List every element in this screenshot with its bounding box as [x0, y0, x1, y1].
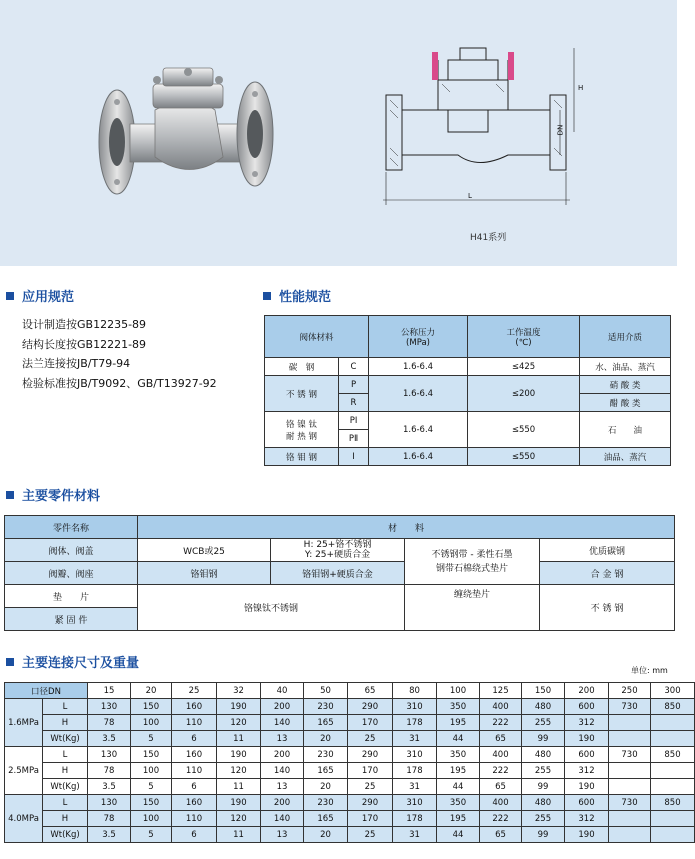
table-row: [5, 731, 695, 747]
dn-cell: 300: [651, 683, 695, 699]
list-item: 设计制造按GB12235-89: [22, 318, 147, 331]
square-bullet-icon: [6, 658, 14, 666]
value-cell: 195: [437, 763, 480, 779]
value-cell: 400: [480, 699, 522, 715]
section-title-application: 应用规范: [6, 286, 74, 305]
value-cell: 99: [522, 779, 565, 795]
value-cell: 110: [172, 715, 217, 731]
value-cell: 99: [522, 731, 565, 747]
square-bullet-icon: [6, 292, 14, 300]
drawing-label-h: H: [578, 84, 584, 92]
dn-cell: 200: [565, 683, 609, 699]
value-cell: 200: [261, 795, 304, 811]
value-cell: 200: [261, 747, 304, 763]
value-cell: 850: [651, 699, 695, 715]
value-cell: 400: [480, 795, 522, 811]
table-row: 铬 钼 钢 I 1.6-6.4 ≤550 油品、蒸汽: [265, 448, 671, 466]
value-cell: 480: [522, 699, 565, 715]
value-cell: 350: [437, 747, 480, 763]
table-row: [5, 763, 695, 779]
value-cell: 99: [522, 827, 565, 843]
dn-cell: 80: [393, 683, 437, 699]
value-cell: 310: [393, 699, 437, 715]
value-cell: [651, 811, 695, 827]
value-cell: 600: [565, 699, 609, 715]
table-row: [5, 747, 695, 763]
row-label: H: [43, 715, 88, 731]
dn-cell: 65: [348, 683, 393, 699]
drawing-label-l: L: [468, 192, 472, 200]
value-cell: 730: [609, 699, 651, 715]
section-title-performance: 性能规范: [263, 286, 331, 305]
value-cell: 165: [304, 763, 348, 779]
value-cell: 44: [437, 827, 480, 843]
pressure-cell: 4.0MPa: [5, 795, 43, 843]
value-cell: 20: [304, 779, 348, 795]
value-cell: 350: [437, 699, 480, 715]
table-row: 零件名称 材 料: [5, 516, 675, 539]
table-row: [5, 699, 695, 715]
section-title-dimensions: 主要连接尺寸及重量: [6, 652, 139, 671]
table-row: 阀体、阀盖 WCB或25 H: 25+铬不锈钢 Y: 25+硬质合金 不锈钢带 - 柔性石墨 钢带石棉绕式垫片 优质碳钢: [5, 539, 675, 562]
value-cell: 290: [348, 747, 393, 763]
table-row: [5, 827, 695, 843]
value-cell: 120: [217, 715, 261, 731]
value-cell: [651, 763, 695, 779]
value-cell: [651, 715, 695, 731]
value-cell: 65: [480, 731, 522, 747]
value-cell: 150: [131, 747, 172, 763]
value-cell: 5: [131, 731, 172, 747]
value-cell: 20: [304, 827, 348, 843]
value-cell: 400: [480, 747, 522, 763]
value-cell: [609, 715, 651, 731]
list-item: 检验标准按JB/T9092、GB/T13927-92: [22, 376, 217, 390]
value-cell: 730: [609, 747, 651, 763]
pressure-cell: 1.6MPa: [5, 699, 43, 747]
value-cell: 600: [565, 747, 609, 763]
row-label: Wt(Kg): [43, 779, 88, 795]
table-row: 不 锈 钢 P 1.6-6.4 ≤200 硝 酸 类: [265, 376, 671, 394]
value-cell: 730: [609, 795, 651, 811]
value-cell: 170: [348, 715, 393, 731]
value-cell: 160: [172, 795, 217, 811]
value-cell: 130: [88, 699, 131, 715]
table-row: [5, 811, 695, 827]
value-cell: 5: [131, 779, 172, 795]
value-cell: 13: [261, 779, 304, 795]
header-temp: 工作温度 (℃): [468, 316, 580, 358]
value-cell: 230: [304, 699, 348, 715]
value-cell: 160: [172, 747, 217, 763]
table-row: [5, 683, 695, 699]
value-cell: 6: [172, 827, 217, 843]
table-row: [5, 795, 695, 811]
value-cell: 290: [348, 795, 393, 811]
value-cell: 6: [172, 779, 217, 795]
value-cell: 222: [480, 715, 522, 731]
parts-material-table: [4, 515, 675, 631]
table-row: 碳 钢 C 1.6-6.4 ≤425 水、油品、蒸汽: [265, 358, 671, 376]
value-cell: 160: [172, 699, 217, 715]
valve-photo: [95, 62, 285, 202]
value-cell: 120: [217, 763, 261, 779]
value-cell: 178: [393, 811, 437, 827]
value-cell: [609, 779, 651, 795]
table-row: [265, 316, 671, 358]
value-cell: 110: [172, 811, 217, 827]
value-cell: 3.5: [88, 779, 131, 795]
value-cell: 78: [88, 715, 131, 731]
row-label: L: [43, 747, 88, 763]
value-cell: 255: [522, 715, 565, 731]
value-cell: 312: [565, 763, 609, 779]
value-cell: 3.5: [88, 731, 131, 747]
value-cell: 100: [131, 811, 172, 827]
drawing-label-dn: DN: [556, 124, 565, 136]
value-cell: 600: [565, 795, 609, 811]
value-cell: 11: [217, 827, 261, 843]
value-cell: 31: [393, 779, 437, 795]
value-cell: 100: [131, 715, 172, 731]
dn-cell: 20: [131, 683, 172, 699]
row-label: L: [43, 795, 88, 811]
value-cell: 255: [522, 763, 565, 779]
value-cell: [651, 731, 695, 747]
row-label: H: [43, 811, 88, 827]
value-cell: 480: [522, 747, 565, 763]
value-cell: 25: [348, 827, 393, 843]
value-cell: 5: [131, 827, 172, 843]
value-cell: 11: [217, 731, 261, 747]
value-cell: 130: [88, 747, 131, 763]
dn-cell: 125: [480, 683, 522, 699]
value-cell: 130: [88, 795, 131, 811]
dn-cell: 50: [304, 683, 348, 699]
header-pressure: 公称压力 (MPa): [369, 316, 468, 358]
value-cell: 3.5: [88, 827, 131, 843]
dn-cell: 15: [88, 683, 131, 699]
value-cell: 78: [88, 763, 131, 779]
table-row: [5, 779, 695, 795]
value-cell: [651, 779, 695, 795]
value-cell: 25: [348, 779, 393, 795]
value-cell: 31: [393, 827, 437, 843]
value-cell: 230: [304, 795, 348, 811]
value-cell: 100: [131, 763, 172, 779]
value-cell: 150: [131, 699, 172, 715]
table-row: 紧 固 件: [5, 608, 675, 631]
value-cell: 850: [651, 795, 695, 811]
value-cell: [609, 811, 651, 827]
value-cell: [651, 827, 695, 843]
value-cell: 170: [348, 811, 393, 827]
value-cell: 13: [261, 827, 304, 843]
value-cell: 13: [261, 731, 304, 747]
value-cell: [609, 827, 651, 843]
value-cell: 230: [304, 747, 348, 763]
value-cell: [609, 731, 651, 747]
value-cell: 195: [437, 811, 480, 827]
unit-note: 单位: mm: [631, 666, 668, 675]
square-bullet-icon: [6, 491, 14, 499]
pressure-cell: 2.5MPa: [5, 747, 43, 795]
application-spec-list: [22, 315, 217, 393]
value-cell: 44: [437, 779, 480, 795]
value-cell: 140: [261, 715, 304, 731]
value-cell: 170: [348, 763, 393, 779]
value-cell: 255: [522, 811, 565, 827]
value-cell: 190: [565, 827, 609, 843]
table-row: 阀瓣、阀座 铬钼钢 铬钼钢+硬质合金 合 金 钢: [5, 562, 675, 585]
value-cell: 178: [393, 715, 437, 731]
value-cell: 11: [217, 779, 261, 795]
value-cell: 165: [304, 715, 348, 731]
value-cell: [609, 763, 651, 779]
value-cell: 120: [217, 811, 261, 827]
value-cell: 25: [348, 731, 393, 747]
value-cell: 110: [172, 763, 217, 779]
dn-cell: 150: [522, 683, 565, 699]
row-label: L: [43, 699, 88, 715]
value-cell: 190: [565, 731, 609, 747]
performance-table: [264, 315, 671, 466]
value-cell: 350: [437, 795, 480, 811]
value-cell: 190: [217, 747, 261, 763]
value-cell: 178: [393, 763, 437, 779]
value-cell: 222: [480, 811, 522, 827]
table-row: PⅡ: [265, 430, 671, 448]
value-cell: 78: [88, 811, 131, 827]
series-label: H41系列: [470, 233, 507, 243]
value-cell: 140: [261, 763, 304, 779]
value-cell: 190: [217, 699, 261, 715]
dimensions-table: [4, 682, 695, 843]
value-cell: 312: [565, 715, 609, 731]
value-cell: 44: [437, 731, 480, 747]
square-bullet-icon: [263, 292, 271, 300]
value-cell: 65: [480, 779, 522, 795]
table-row: R 醋 酸 类: [265, 394, 671, 412]
value-cell: 20: [304, 731, 348, 747]
value-cell: 312: [565, 811, 609, 827]
dn-cell: 100: [437, 683, 480, 699]
valve-section-drawing: [378, 40, 578, 215]
value-cell: 850: [651, 747, 695, 763]
value-cell: 480: [522, 795, 565, 811]
value-cell: 6: [172, 731, 217, 747]
value-cell: 150: [131, 795, 172, 811]
value-cell: 31: [393, 731, 437, 747]
value-cell: 290: [348, 699, 393, 715]
value-cell: 222: [480, 763, 522, 779]
value-cell: 140: [261, 811, 304, 827]
table-row: [5, 715, 695, 731]
product-banner: [0, 0, 677, 266]
value-cell: 195: [437, 715, 480, 731]
row-label: Wt(Kg): [43, 827, 88, 843]
header-material: 阀体材料: [265, 316, 369, 358]
table-row: 垫 片 铬镍钛不锈钢 缠绕垫片 不 锈 钢: [5, 585, 675, 608]
value-cell: 190: [565, 779, 609, 795]
value-cell: 310: [393, 795, 437, 811]
dn-cell: 25: [172, 683, 217, 699]
value-cell: 165: [304, 811, 348, 827]
value-cell: 65: [480, 827, 522, 843]
value-cell: 310: [393, 747, 437, 763]
row-label: H: [43, 763, 88, 779]
dn-cell: 40: [261, 683, 304, 699]
header-medium: 适用介质: [580, 316, 671, 358]
value-cell: 200: [261, 699, 304, 715]
table-row: 铬 镍 钛 耐 热 钢 PⅠ 1.6-6.4 ≤550 石 油: [265, 412, 671, 430]
list-item: 结构长度按GB12221-89: [22, 337, 147, 351]
header-dn: 口径DN: [5, 683, 88, 699]
section-title-parts: 主要零件材料: [6, 485, 100, 504]
dn-cell: 250: [609, 683, 651, 699]
row-label: Wt(Kg): [43, 731, 88, 747]
dn-cell: 32: [217, 683, 261, 699]
list-item: 法兰连接按JB/T79-94: [22, 357, 131, 370]
value-cell: 190: [217, 795, 261, 811]
